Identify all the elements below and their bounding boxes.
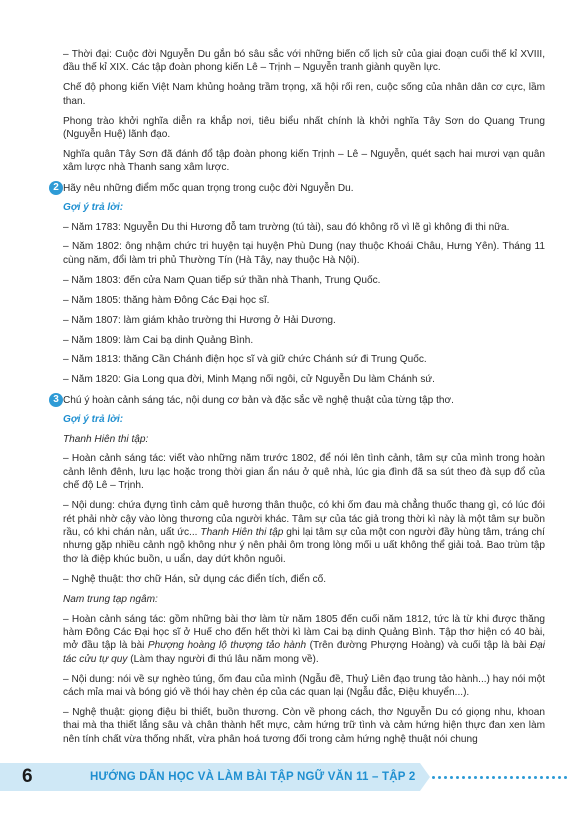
timeline-item: – Năm 1820: Gia Long qua đời, Minh Mạng nối ngôi, cử Nguyễn Du làm Chánh sứ. [63,374,435,386]
book-title: HƯỚNG DẪN HỌC VÀ LÀM BÀI TẬP NGỮ VĂN 11 – TẬP 2 [90,771,416,783]
timeline-item: – Năm 1813: thăng Cần Chánh điện học sĩ và giữ chức Chánh sứ đi Trung Quốc. [63,354,427,366]
intro-paragraph-2: Chế độ phong kiến Việt Nam khủng hoảng trầm trọng, xã hội rối ren, cuộc sống của nhân dân cơ cực, lầm than. [63,82,545,107]
nam-trung-art: – Nghệ thuật: giọng điệu bi thiết, buồn thương. Còn về phong cách, thơ Nguyễn Du có giọng nhu, khoan thai mà tha thiết lắng sâu và chân thành hết mực, cảm hứng trữ tình và cảm hứng hiện thực đan xen làm nên tính chất vừa thống nhất, vừa phân hoá tương đối trong cảm hứng nghệ thuật nói chung [63,706,545,745]
answer-hint-heading: Gợi ý trả lời: [63,202,124,214]
question-number-badge: 2 [49,181,63,195]
timeline-item: – Năm 1807: làm giám khảo trường thi Hương ở Hải Dương. [63,314,336,326]
timeline-item: – Năm 1809: làm Cai bạ dinh Quảng Bình. [63,334,254,346]
question-3 [53,393,545,407]
page-number: 6 [22,766,33,787]
answer-hint-heading: Gợi ý trả lời: [63,414,124,426]
timeline-item: – Năm 1802: ông nhậm chức tri huyện tại huyện Phù Dung (nay thuộc Khoái Châu, Hưng Yên). Tháng 11 cùng năm, đổi làm tri phủ Thường Tín (Hà Tây, nay thuộc Hà Nội). [63,241,545,266]
section-title-thanh-hien: Thanh Hiên thi tập: [63,433,149,445]
thanh-hien-content: – Nội dung: chứa đựng tình cảm quê hương thân thuộc, có khi ốm đau mà chẳng thuốc thang gì, có lúc đói rét phải nhờ cậy vào lòng thương của người khác. Tâm sự của tác giả trong thời kì này là một tâm sự buồn rầu, có khi chán nản, uất ức... Thanh Hiên thi tập ghi lại tâm sự của một con người đầy hùng tâm, tráng chí nhưng gặp nhiều cảnh ngộ không như ý nên phải ôm trong lòng mối u uất không thể giải toả. Bao trùm tập thơ là điệp khúc buồn, u uẩn, day dứt khôn nguôi. [63,500,545,565]
nam-trung-context: – Hoàn cảnh sáng tác: gồm những bài thơ làm từ năm 1805 đến cuối năm 1812, tức là từ khi được thăng hàm Đông Các Đại học sĩ ở Huế cho đến hết thời kì làm Cai bạ dinh Quảng Bình. Tập thơ hiện có 40 bài, mở đầu tập là bài Phượng hoàng lộ thượng tảo hành (Trên đường Phượng Hoàng) và cuối tập là bài Đại tác cửu tự quy (Làm thay người đi thú lâu năm mong về). [63,613,546,665]
page-footer [0,763,581,791]
intro-paragraph-4: Nghĩa quân Tây Sơn đã đánh đổ tập đoàn phong kiến Trịnh – Lê – Nguyễn, quét sạch hai mươi vạn quân xâm lược nhà Thanh sang xâm lược. [63,148,545,174]
timeline-item: – Năm 1805: thăng hàm Đông Các Đại học sĩ. [63,294,270,306]
question-text: Hãy nêu những điểm mốc quan trọng trong cuộc đời Nguyễn Du. [63,182,354,194]
timeline-item: – Năm 1803: đến cửa Nam Quan tiếp sứ thần nhà Thanh, Trung Quốc. [63,274,381,286]
timeline-item: – Năm 1783: Nguyễn Du thi Hương đỗ tam trường (tú tài), sau đó không rõ vì lẽ gì không đi thi nữa. [63,221,510,233]
question-2 [53,181,545,195]
footer-band-tip [420,763,430,791]
intro-paragraph-1: – Thời đại: Cuộc đời Nguyễn Du gắn bó sâu sắc với những biến cố lịch sử của giai đoạn cuối thế kỉ XVIII, đầu thế kỉ XIX. Các tập đoàn phong kiến Lê – Trịnh – Nguyễn tranh giành quyền lực. [63,49,545,74]
page-content [53,48,546,753]
question-text: Chú ý hoàn cảnh sáng tác, nội dung cơ bản và đặc sắc về nghệ thuật của từng tập thơ. [63,394,454,406]
thanh-hien-art: – Nghệ thuật: thơ chữ Hán, sử dụng các điển tích, điển cố. [63,573,327,585]
question-number-badge: 3 [49,393,63,407]
thanh-hien-context: – Hoàn cảnh sáng tác: viết vào những năm trước 1802, để nói lên tình cảnh, tâm sự của mình trong hoàn cảnh lênh đênh, lưu lạc hoặc trong thời gian ẩn náu ở quê nhà, lúc gia đình đã sa sút theo đà sụp đổ của chế độ Lê – Trịnh. [63,453,545,492]
section-title-nam-trung: Nam trung tạp ngâm: [63,593,158,605]
intro-paragraph-3: Phong trào khởi nghĩa diễn ra khắp nơi, tiêu biểu nhất chính là khởi nghĩa Tây Sơn do Quang Trung (Nguyễn Huệ) lãnh đạo. [63,115,545,141]
dotted-line-decoration [432,776,572,779]
nam-trung-content: – Nội dung: nói về sự nghèo túng, ốm đau của mình (Ngẫu đề, Thuỷ Liên đạo trung tảo hành...) hay nói một cách mỉa mai và bóng gió về thói hay chèn ép của các quan lại (Ngẫu đắc, Điệu khuyển...). [63,673,545,699]
